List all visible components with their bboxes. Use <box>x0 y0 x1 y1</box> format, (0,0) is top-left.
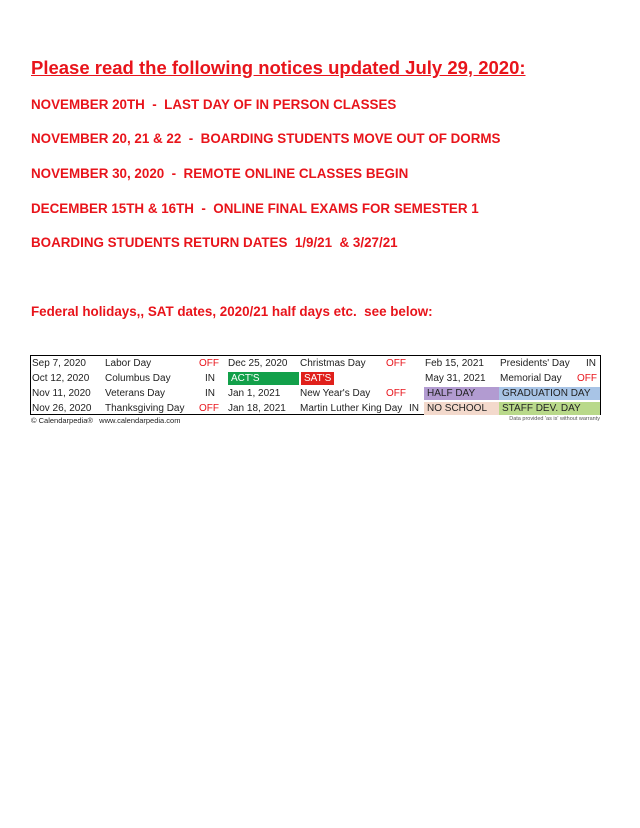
holiday-date: May 31, 2021 <box>425 373 486 384</box>
notice-remote-classes: NOVEMBER 30, 2020 - REMOTE ONLINE CLASSES BEGIN <box>31 166 409 181</box>
holiday-name: Veterans Day <box>105 388 166 399</box>
holiday-date: Jan 18, 2021 <box>228 403 286 414</box>
holiday-name: Martin Luther King Day <box>300 403 403 414</box>
holiday-status: OFF <box>199 358 219 369</box>
holiday-name: Labor Day <box>105 358 152 369</box>
holiday-date: Nov 11, 2020 <box>32 388 91 399</box>
staff-dev-day-legend-swatch: STAFF DEV. DAY <box>499 402 600 415</box>
holiday-date: Nov 26, 2020 <box>32 403 92 414</box>
holiday-date: Oct 12, 2020 <box>32 373 90 384</box>
no-school-legend-swatch: NO SCHOOL <box>424 402 499 415</box>
holiday-status: IN <box>205 388 215 399</box>
holiday-date: Feb 15, 2021 <box>425 358 484 369</box>
holiday-date: Jan 1, 2021 <box>228 388 281 399</box>
footer-disclaimer: Data provided 'as is' without warranty <box>509 416 600 422</box>
holiday-status: OFF <box>577 373 597 384</box>
holiday-status: OFF <box>386 388 406 399</box>
holidays-heading: Federal holidays,, SAT dates, 2020/21 half days etc. see below: <box>31 304 433 319</box>
holiday-status: OFF <box>199 403 219 414</box>
footer-copyright: © Calendarpedia® www.calendarpedia.com <box>31 416 181 425</box>
table-row <box>31 401 600 416</box>
holiday-date: Dec 25, 2020 <box>228 358 288 369</box>
holiday-status: OFF <box>386 358 406 369</box>
notice-final-exams: DECEMBER 15TH & 16TH - ONLINE FINAL EXAMS FOR SEMESTER 1 <box>31 201 479 216</box>
sat-legend-swatch: SAT'S <box>301 372 334 385</box>
table-row <box>31 371 600 386</box>
holiday-name: New Year's Day <box>300 388 371 399</box>
notice-last-in-person-day: NOVEMBER 20TH - LAST DAY OF IN PERSON CLASSES <box>31 97 397 112</box>
half-day-legend-swatch: HALF DAY <box>424 387 499 400</box>
holiday-name: Presidents' Day <box>500 358 570 369</box>
act-legend-swatch: ACT'S <box>228 372 299 385</box>
holiday-name: Thanksgiving Day <box>105 403 185 414</box>
holiday-name: Columbus Day <box>105 373 171 384</box>
table-row <box>31 386 600 401</box>
holiday-name: Christmas Day <box>300 358 366 369</box>
holiday-date: Sep 7, 2020 <box>32 358 86 369</box>
holiday-status: IN <box>205 373 215 384</box>
holiday-name: Memorial Day <box>500 373 562 384</box>
graduation-day-legend-swatch: GRADUATION DAY <box>499 387 600 400</box>
table-row <box>31 356 600 371</box>
notice-move-out-dorms: NOVEMBER 20, 21 & 22 - BOARDING STUDENTS MOVE OUT OF DORMS <box>31 131 501 146</box>
holiday-status: IN <box>409 403 419 414</box>
holiday-status: IN <box>586 358 596 369</box>
notice-title: Please read the following notices updated July 29, 2020: <box>31 57 526 78</box>
notice-return-dates: BOARDING STUDENTS RETURN DATES 1/9/21 & 3/27/21 <box>31 235 398 250</box>
holiday-table <box>30 355 601 415</box>
